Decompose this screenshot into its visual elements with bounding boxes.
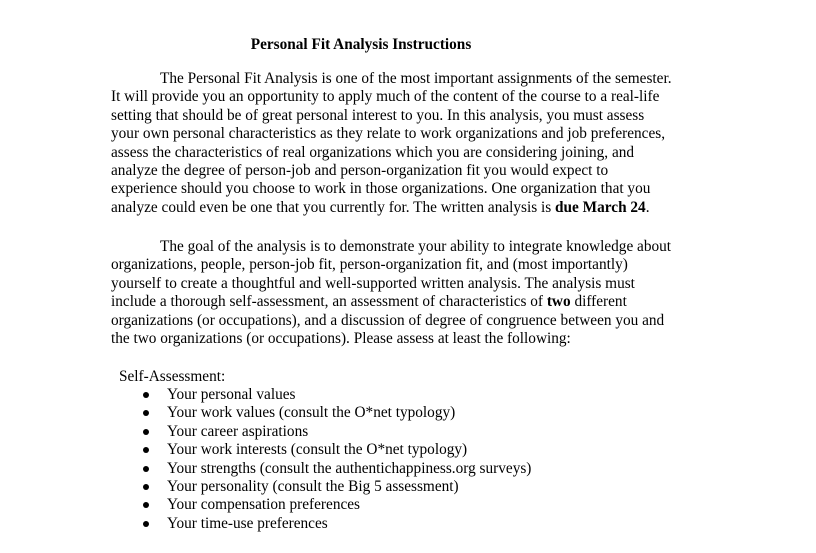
paragraph-line: analyze the degree of person-job and person-organization fit you would expect to xyxy=(111,162,609,180)
list-item-text: Your strengths (consult the authentichappiness.org surveys) xyxy=(167,459,532,477)
list-item-text: Your work interests (consult the O*net typology) xyxy=(167,441,468,459)
bullet-icon xyxy=(143,484,149,490)
self-assessment-heading: Self-Assessment: xyxy=(119,368,226,385)
paragraph-goal xyxy=(111,238,711,348)
paragraph-line xyxy=(111,293,711,311)
list-item-text: Your personality (consult the Big 5 assessment) xyxy=(167,477,459,495)
paragraph-line: your own personal characteristics as they relate to work organizations and job preferences, xyxy=(111,125,666,143)
list-item-text: Your career aspirations xyxy=(167,422,309,440)
bullet-icon xyxy=(143,447,149,453)
line-text: different xyxy=(570,293,627,311)
list-item-text: Your compensation preferences xyxy=(167,496,360,514)
line-text: analyze could even be one that you currently for. The written analysis is xyxy=(111,198,556,216)
document-title: Personal Fit Analysis Instructions xyxy=(250,36,472,53)
paragraph-line xyxy=(111,199,711,217)
paragraph-line: organizations, people, person-job fit, person-organization fit, and (most importantly) xyxy=(111,256,628,274)
emphasis-two: two xyxy=(546,293,571,311)
paragraph-line: The Personal Fit Analysis is one of the most important assignments of the semester. xyxy=(160,70,672,87)
paragraph-line: yourself to create a thoughtful and well-supported written analysis. The analysis must xyxy=(111,274,635,292)
bullet-icon xyxy=(143,429,149,435)
paragraph-line: experience should you choose to work in those organizations. One organization that you xyxy=(111,180,651,198)
paragraph-line: the two organizations (or occupations). Please assess at least the following: xyxy=(111,330,571,348)
line-text: . xyxy=(645,198,650,216)
bullet-icon xyxy=(143,466,149,472)
bullet-icon xyxy=(143,410,149,416)
paragraph-line: assess the characteristics of real organizations which you are considering joining, and xyxy=(111,143,635,161)
paragraph-line: setting that should be of great personal interest to you. In this analysis, you must assess xyxy=(111,106,645,124)
paragraph-intro xyxy=(111,70,711,217)
bullet-icon xyxy=(143,502,149,508)
paragraph-line: It will provide you an opportunity to apply much of the content of the course to a real-life xyxy=(111,88,660,106)
bullet-icon xyxy=(143,392,149,398)
due-date: due March 24 xyxy=(555,198,646,216)
bullet-icon xyxy=(143,521,149,527)
paragraph-line: organizations (or occupations), and a discussion of degree of congruence between you and xyxy=(111,311,665,329)
list-item-text: Your work values (consult the O*net typology) xyxy=(167,404,456,422)
list-item-text: Your personal values xyxy=(167,386,296,403)
line-text: include a thorough self-assessment, an assessment of characteristics of xyxy=(111,293,547,311)
paragraph-line: The goal of the analysis is to demonstrate your ability to integrate knowledge about xyxy=(160,238,672,255)
list-item-text: Your time-use preferences xyxy=(167,514,328,532)
